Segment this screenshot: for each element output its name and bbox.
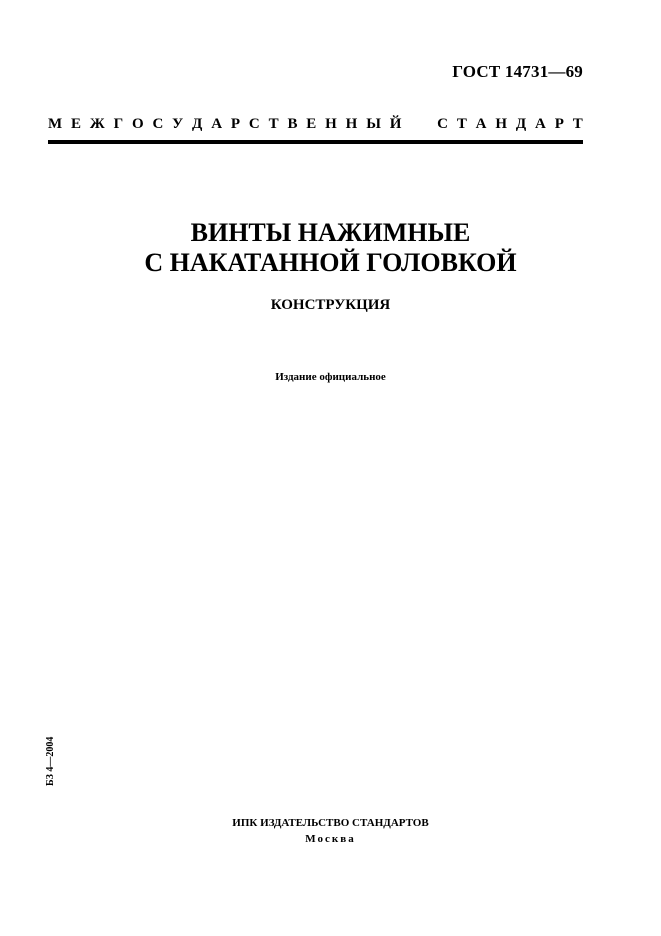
side-catalog-mark: БЗ 4—2004 [45, 736, 56, 786]
heading-letter: Д [192, 116, 203, 132]
heading-letter: Т [572, 116, 583, 132]
heading-letter: Ж [89, 116, 105, 132]
heading-letter: Р [554, 116, 564, 132]
heading-letter: С [248, 116, 260, 132]
gost-number: ГОСТ 14731—69 [452, 62, 583, 81]
header-rule [48, 140, 583, 144]
title-line-1: ВИНТЫ НАЖИМНЫЕ [190, 218, 471, 247]
heading-letter: Н [495, 116, 508, 132]
document-title [0, 218, 661, 278]
heading-letter: Ы [366, 116, 381, 132]
edition-note: Издание официальное [275, 371, 386, 383]
heading-letter: М [48, 116, 63, 132]
heading-letter: Г [113, 116, 124, 132]
heading-letter: А [211, 116, 223, 132]
publisher-city: Москва [305, 833, 356, 845]
heading-letter: С [437, 116, 448, 132]
title-line-2: С НАКАТАННОЙ ГОЛОВКОЙ [144, 248, 517, 277]
heading-letter: А [535, 116, 546, 132]
publisher-name: ИПК ИЗДАТЕЛЬСТВО СТАНДАРТОВ [232, 817, 429, 829]
heading-letter: В [287, 116, 298, 132]
heading-letter: У [172, 116, 184, 132]
document-subtitle: КОНСТРУКЦИЯ [270, 297, 391, 313]
word-gap [410, 116, 428, 133]
heading-letter: Р [230, 116, 241, 132]
heading-letter: Й [389, 116, 402, 132]
heading-letter: О [131, 116, 144, 132]
heading-letter: Д [515, 116, 527, 132]
standard-type-heading [48, 116, 583, 133]
heading-letter: Н [345, 116, 358, 132]
heading-letter: Н [325, 116, 337, 132]
heading-letter: Е [71, 116, 82, 132]
publisher-block [0, 815, 661, 847]
heading-letter: Т [456, 116, 467, 132]
heading-letter: Т [268, 116, 279, 132]
heading-letter: С [152, 116, 164, 132]
heading-letter: А [475, 116, 487, 132]
heading-letter: Е [306, 116, 317, 132]
